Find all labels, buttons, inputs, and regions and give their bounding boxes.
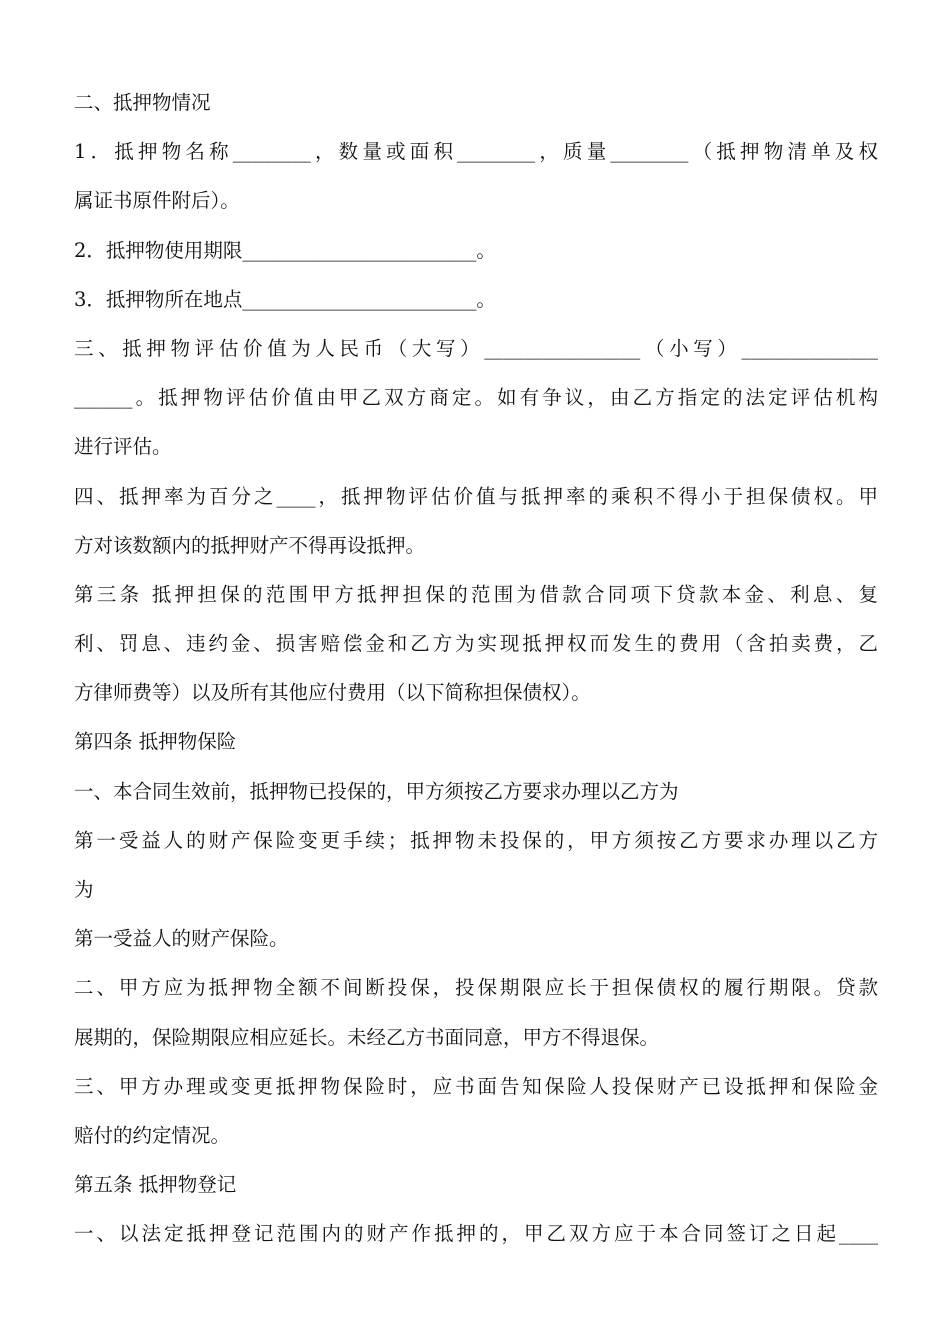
paragraph-line: 第一受益人的财产保险变更手续；抵押物未投保的，甲方须按乙方要求办理以乙方 — [74, 828, 878, 852]
paragraph-line: ______。抵押物评估价值由甲乙双方商定。如有争议，由乙方指定的法定评估机构 — [74, 386, 878, 410]
paragraph-line: 方律师费等）以及所有其他应付费用（以下简称担保债权）。 — [74, 681, 591, 705]
paragraph-line: 一、本合同生效前，抵押物已投保的，甲方须按乙方要求办理以乙方为 — [74, 779, 679, 803]
paragraph-line: 为 — [74, 878, 94, 901]
paragraph-line: 四、抵押率为百分之____，抵押物评估价值与抵押率的乘积不得小于担保债权。甲 — [74, 484, 878, 508]
paragraph-line: 利、罚息、违约金、损害赔偿金和乙方为实现抵押权而发生的费用（含拍卖费，乙 — [74, 632, 878, 656]
paragraph-line: 2．抵押物使用期限________________________。 — [74, 238, 496, 262]
paragraph-line: 展期的，保险期限应相应延长。未经乙方书面同意，甲方不得退保。 — [74, 1025, 660, 1049]
paragraph-line: 1．抵押物名称________，数量或面积________，质量________（抵押物清单及权 — [74, 140, 878, 164]
paragraph-line: 赔付的约定情况。 — [74, 1123, 231, 1147]
paragraph-line: 第一受益人的财产保险。 — [74, 927, 289, 951]
article-heading: 第四条 抵押物保险 — [74, 730, 237, 754]
article-heading: 第三条 抵押担保的范围甲方抵押担保的范围为借款合同项下贷款本金、利息、复 — [74, 582, 878, 606]
article-heading: 第五条 抵押物登记 — [74, 1173, 237, 1197]
paragraph-line: 一、以法定抵押登记范围内的财产作抵押的，甲乙双方应于本合同签订之日起____ — [74, 1222, 878, 1246]
paragraph-line: 三、甲方办理或变更抵押物保险时，应书面告知保险人投保财产已设抵押和保险金 — [74, 1074, 878, 1098]
paragraph-line: 进行评估。 — [74, 435, 172, 459]
paragraph-line: 3．抵押物所在地点________________________。 — [74, 287, 496, 311]
document-body — [74, 78, 878, 1259]
paragraph-line: 方对该数额内的抵押财产不得再设抵押。 — [74, 533, 426, 557]
paragraph-line: 二、甲方应为抵押物全额不间断投保，投保期限应长于担保债权的履行期限。贷款 — [74, 976, 878, 1000]
section-heading: 二、抵押物情况 — [74, 91, 211, 114]
paragraph-line: 属证书原件附后）。 — [74, 189, 240, 213]
paragraph-line: 三、抵押物评估价值为人民币（大写）________________（小写）______________ — [74, 336, 878, 360]
